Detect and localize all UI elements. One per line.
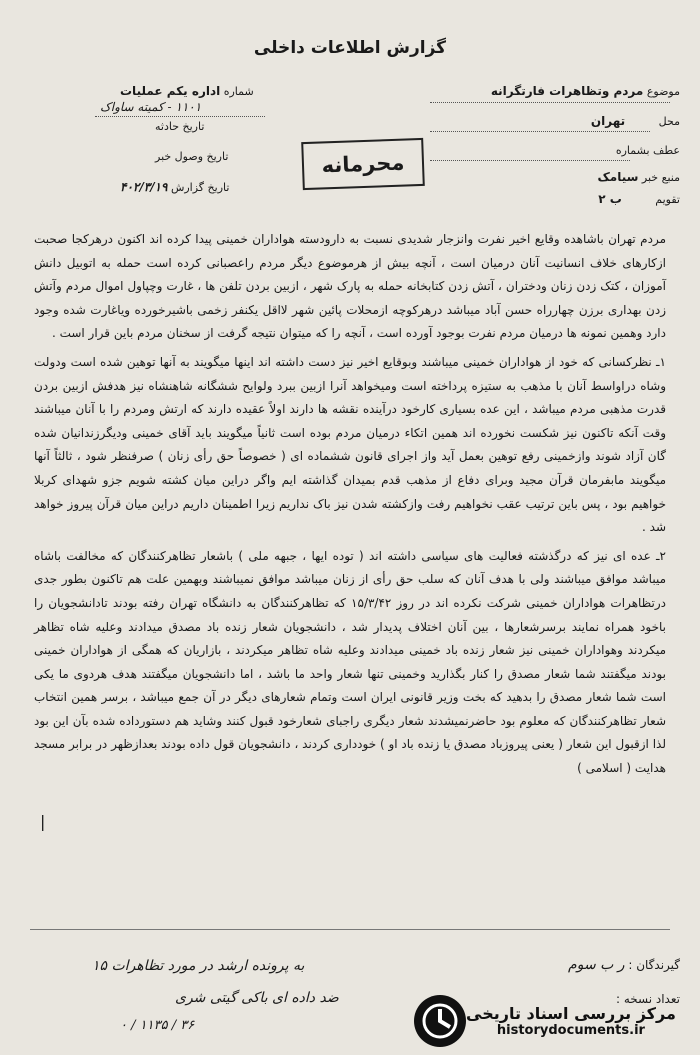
received-row <box>155 150 228 163</box>
number-value: ۱۱۰۱ - کمیته ساواک <box>100 100 202 114</box>
report-date-row <box>120 180 229 194</box>
body-point-2: ۲ـ عده ای نیز که درگذشته فعالیت های سیاسی داشته اند ( توده ایها ، جبهه ملی ) باشعار تظاهرکنندگان که مخالفت باشاه میباشد موافق میباشند ولی با هدف آنان که سلب حق رأی از زنان میباشد موافق نمیباشند وبهمین علت هم تاکنون بطور جدی درتظاهرات هواداران خمینی شرکت نکرده اند در روز ۱۵/۳/۴۲ که تظاهرکنندگان به دانشگاه تهران رفته بودند تادانشجویان را باخود همراه نمایند برسرشعارها ، بین آنان اختلاف پدیدار شد ، دانشجویان شعار زنده باد مصدق میدادند وعلیه شاه تظاهر میکردند وهواداران خمینی نیز شعار زنده باد خمینی میدادند وعلیه شاه تظاهر میکردند ، بازاریان که همگی از هواداران خمینی بودند میگفتند شما شعار مصدق را کنار بگذارید وخمینی تنها شعار واحد ما باشد ، اما دانشجویان میگفتند هدف هردوی ما یکی است شما شعار مصدق را بدهید که بخت وزیر قانونی ایران است وتمام شعارهای دیگر در آن جمع میباشد ، برسر همین انتخاب شعار تظاهرکنندگان که معلوم بود حاضرنمیشدند شعار دیگری راجبای شعارخود قبول کنند وشاید هم دستورداده شده بآن این بود لذا ازقبول این شعار ( یعنی پیروزباد مصدق یا زنده باد او ) خودداری کردند ، دانشجویان قول داده بودند بعدازظهر در برابر مسجد هدایت ( اسلامی ) <box>34 548 666 776</box>
confidential-stamp: محرمانه <box>301 138 425 190</box>
report-date-value: ۴۰۲/۳/۱۹ <box>120 180 168 194</box>
subject-label: موضوع <box>646 85 680 98</box>
location-underline <box>430 131 650 132</box>
footer-divider <box>30 929 670 930</box>
report-body <box>34 228 666 781</box>
recipients-label: گیرندگان : <box>628 958 680 972</box>
handwritten-note-1: به پرونده ارشد در مورد تظاهرات ۱۵ <box>92 958 305 974</box>
rating-row <box>598 192 680 206</box>
copies-label: تعداد نسخه : <box>615 992 680 1006</box>
watermark-url[interactable]: historydocuments.ir <box>496 1023 645 1038</box>
incident-label: تاریخ حادثه <box>155 120 205 133</box>
rating-value: ب ۲ <box>598 192 622 206</box>
location-value: تهران <box>590 114 626 128</box>
source-value: سیامک <box>597 170 639 184</box>
archive-logo-icon <box>414 995 466 1047</box>
number-underline <box>95 116 265 117</box>
ref-underline <box>430 160 630 161</box>
document-code: ۳۶ / ۱۱۳۵ / ۰ <box>120 1018 195 1033</box>
recipients-row <box>568 957 680 973</box>
location-label: محل <box>658 115 680 128</box>
document-title: گزارش اطلاعات داخلی <box>253 38 447 58</box>
subject-value: مردم وتظاهرات فارتگرانه <box>490 84 644 98</box>
body-point-1: ۱ـ نظرکسانی که خود از هواداران خمینی میباشند وبوقایع اخیر نیز دست داشته اند اینها میگویند به آنها توهین شده است ودولت وشاه دراواسط آنان با مذهب به ستیزه پرداخته است ومیخواهد آنرا ازبین ببرد ولوایح ششگانه شاهنشاه نیز هدفش ازبین بردن قدرت مذهبی مردم میباشد ، این عده بسیاری کارخود درآینده نقشه ها دارند اولاً عقیده دارند که ارتش ومردم را با آنان میباشند وقت آنکه تاکنون نیز شکست نخورده اند همین اتکاء درمیان مردم بوده است ثانیاً میگویند باید آقای خمینی ودیگرزندانیان شده گان آزاد شوند وازخمینی رفع توهین بعمل آید واز اجرای قانون ششماده ای ( خصوصاً حق رأی زنان ) صرفنظر شود ، ثالثاً آنها میگویند مابفرمان قرآن مجید وبرای دفاع از مذهب قدم بمیدان گذاشته ایم واگر دراین میان کشته شویم جزو شهدای کربلا خواهیم بود ، پس باین ترتیب عقب نخواهیم رفت وازکشته شدن نیز باک نداریم زیرا اطمینان داریم دراین میان قرآن پیروز خواهد شد . <box>34 354 666 535</box>
source-row <box>598 170 681 184</box>
recipients-value: ر ب سوم <box>568 957 625 973</box>
number-row <box>120 84 254 98</box>
subject-row <box>491 84 680 98</box>
report-date-label: تاریخ گزارش <box>170 181 230 194</box>
watermark <box>406 990 696 1052</box>
margin-mark: | <box>40 812 46 831</box>
location-row <box>591 114 680 128</box>
source-label: منبع خبر <box>641 171 680 184</box>
number-label: شماره <box>223 85 254 98</box>
subject-underline <box>430 102 670 103</box>
watermark-org: مرکز بررسی اسناد تاریخی <box>466 1004 676 1023</box>
rating-label: تقویم <box>655 193 680 206</box>
office-value: اداره یکم عملیات <box>120 84 221 98</box>
handwritten-note-2: ضد داده ای باکی گیتی شری <box>175 990 339 1006</box>
incident-row <box>155 120 204 133</box>
received-label: تاریخ وصول خبر <box>155 150 229 163</box>
ref-row <box>616 144 680 157</box>
body-intro: مردم تهران باشاهده وقایع اخیر نفرت وانزجار شدیدی نسبت به دارودسته هواداران خمینی پیدا کرده اند اکنون درهرکجا صحبت ازکارهای خلاف انسانیت آنان درمیان است ، آنچه بیش از هرموضوع دیگر مردم راعصبانی کرده است حمله به اتوبیل دانش آموزان ، کتک زدن زنان ودختران ، آتش زدن کتابخانه حمله به پارک شهر ، ازبین بردن تلفن ها ، غارت وچپاول اموال مردم وآتش زدن بهداری برزن چهارراه حسن آباد میباشد درهرکوچه ازمحلات پائین شهر لااقل یکنفر زخمی باشیرخورده ویاغارت شده وجود دارد وهمین نمونه ها درمیان مردم نفرت بوجود آورده است ، آنچه را که میتوان نتیجه گرفت از سخنان مردم باین قرار است . <box>34 232 666 341</box>
ref-label: عطف بشماره <box>615 144 680 157</box>
